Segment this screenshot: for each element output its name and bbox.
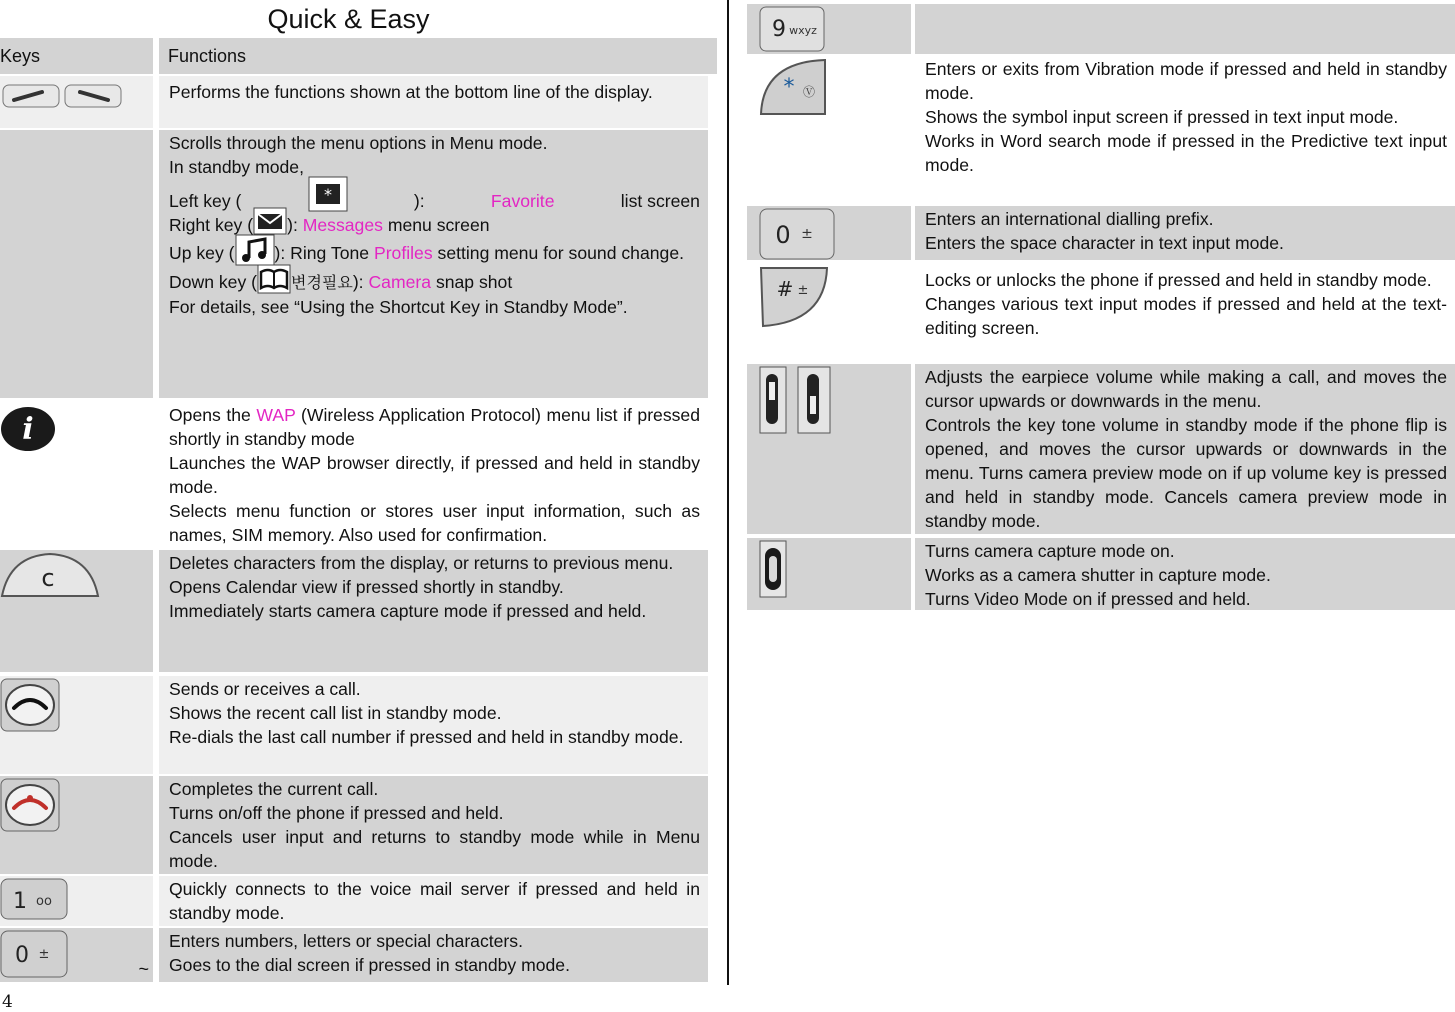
table-row (747, 206, 1455, 260)
svg-text:±: ± (38, 947, 50, 962)
page-title: Quick & Easy (267, 4, 430, 34)
keys-header: Keys (0, 38, 153, 74)
end-key-icon (0, 778, 60, 832)
svg-text:*: * (783, 75, 795, 100)
svg-text:wxyz: wxyz (789, 24, 817, 37)
table-row (0, 776, 708, 874)
function-cell: Turns camera capture mode on. Works as a camera shutter in capture mode. Turns Video Mode on if pressed and held. (915, 538, 1455, 610)
table-row (747, 56, 1455, 202)
one-voicemail-key-icon (0, 878, 68, 920)
function-cell: Enters or exits from Vibration mode if pressed and held in standby mode. Shows the symbol input screen if pressed in text input mode. Works in Word search mode if pressed in the Predictive text input mode. (915, 56, 1455, 202)
table-row (0, 876, 708, 926)
svg-text:1: 1 (13, 889, 27, 914)
function-cell (915, 4, 1455, 54)
table-row (0, 402, 708, 546)
function-cell: Adjusts the earpiece volume while making a call, and moves the cursor upwards or downwards in the menu. Controls the key tone volume in standby mode if the phone flip is opened, and moves the cursor upwards or downwards in the menu. Turns camera preview mode on if up volume key is pressed and held in standby mode. Cancels camera preview mode in standby mode. (915, 364, 1455, 534)
table-row (0, 676, 708, 774)
table-row (0, 550, 708, 672)
function-cell: Enters an international dialling prefix. Enters the space character in text input mode. (915, 206, 1455, 260)
volume-up-key-icon (759, 366, 787, 434)
svg-text:Ⓥ: Ⓥ (802, 85, 816, 99)
table-row (747, 4, 1455, 54)
function-cell: Completes the current call. Turns on/off the phone if pressed and held. Cancels user input and returns to standby mode while in Menu mode. (159, 776, 708, 874)
book-icon (257, 264, 291, 294)
function-cell: Locks or unlocks the phone if pressed and held in standby mode. Changes various text input modes if pressed and held at the text-editing screen. (915, 264, 1455, 362)
hash-key-icon (759, 266, 829, 328)
column-divider (727, 0, 729, 985)
function-cell: Opens the WAP (Wireless Application Protocol) menu list if pressed shortly in standby mode Launches the WAP browser directly, if pressed and held in standby mode. Selects menu function or stores user input information, such as names, SIM memory. Also used for confirmation. (159, 402, 708, 546)
send-key-icon (0, 678, 60, 732)
messages-envelope-icon (253, 207, 287, 235)
ring-tone-note-icon (235, 234, 275, 266)
volume-down-key-icon (797, 366, 831, 434)
clear-key-icon (0, 552, 100, 598)
table-row (747, 364, 1455, 534)
zero-key-icon (759, 208, 835, 260)
svg-text:i: i (22, 412, 34, 447)
table-row (0, 76, 708, 128)
nine-key-icon (759, 6, 825, 52)
table-row (0, 928, 708, 982)
svg-text:oo: oo (36, 894, 52, 909)
table-row (0, 130, 708, 398)
function-cell: Performs the functions shown at the bottom line of the display. (159, 76, 708, 128)
svg-text:*: * (323, 185, 332, 204)
function-cell: Quickly connects to the voice mail server if pressed and held in standby mode. (159, 876, 708, 926)
zero-key-icon (0, 930, 68, 978)
table-header-row (0, 38, 708, 74)
table-row (747, 264, 1455, 362)
favorite-folder-icon (308, 176, 348, 212)
star-key-icon (759, 58, 827, 116)
info-key-icon (0, 406, 56, 452)
svg-text:0: 0 (775, 221, 791, 249)
functions-header: Functions (159, 38, 717, 74)
function-cell: Sends or receives a call. Shows the recent call list in standby mode. Re-dials the last call number if pressed and held in standby mode. (159, 676, 708, 774)
left-softkey-icon (2, 84, 60, 108)
key-range-tilde: ~ (138, 959, 149, 979)
svg-text:±: ± (801, 226, 813, 242)
table-row (747, 538, 1455, 610)
right-softkey-icon (64, 84, 122, 108)
function-cell: Scrolls through the menu options in Menu mode. In standby mode, Left key ( * ): Favorite list screen Right key ( ): Messages menu screen Up key ( ): Ring Tone Profiles setting menu for sound change. Down key ( 변경필요): Camera snap shot For details, see “Using the Shortcut Key in Standby Mode”. (159, 130, 708, 398)
svg-text:0: 0 (15, 943, 29, 968)
svg-text:c: c (41, 564, 55, 592)
svg-text:#: # (776, 277, 794, 301)
function-cell: Deletes characters from the display, or returns to previous menu. Opens Calendar view if pressed shortly in standby. Immediately starts camera capture mode if pressed and held. (159, 550, 708, 672)
svg-text:±: ± (797, 283, 809, 298)
page-number: 4 (2, 992, 13, 1012)
camera-key-icon (759, 540, 787, 598)
function-cell: Enters numbers, letters or special characters. Goes to the dial screen if pressed in standby mode. (159, 928, 708, 982)
svg-text:9: 9 (772, 17, 786, 42)
